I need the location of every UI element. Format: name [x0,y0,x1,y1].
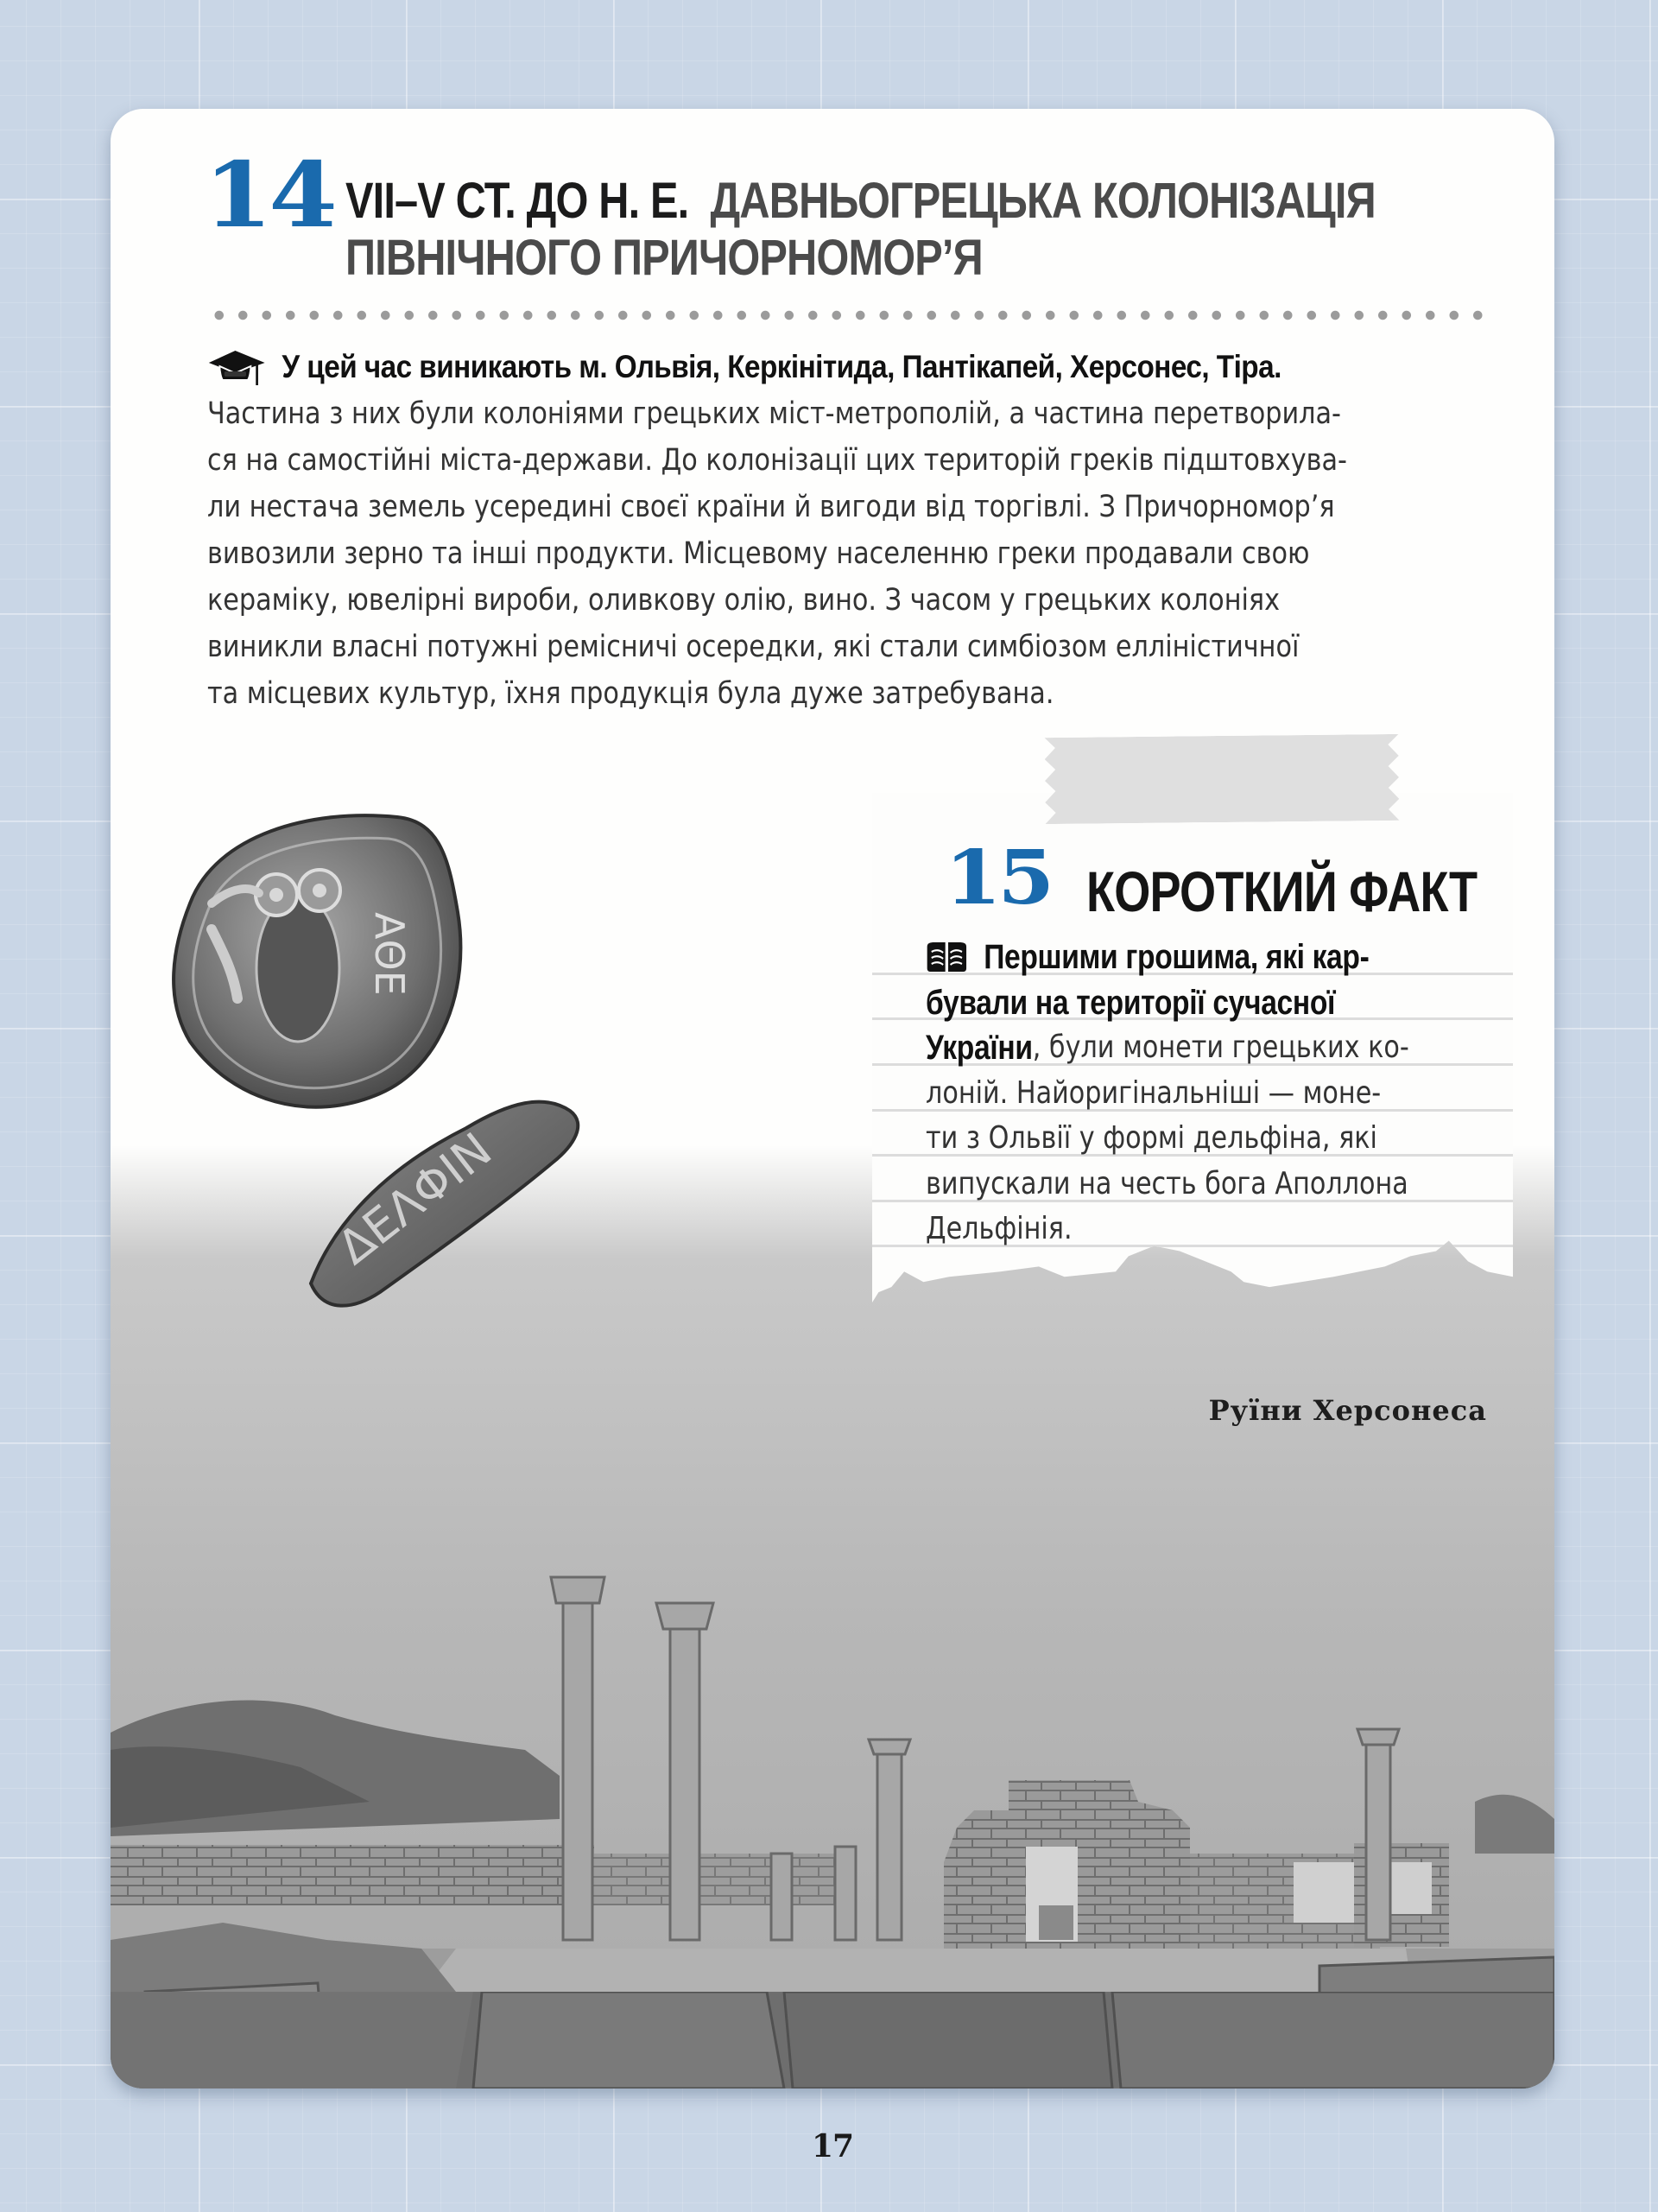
graduation-cap-icon [207,347,268,387]
fact-bold-text: бували на території сучасної [926,983,1336,1022]
fact-line [926,1071,1554,1117]
fact-regular-text: ти з Ольвії у формі дельфіна, які [926,1120,1377,1156]
body-line: ся на самостійні міста-держави. До колонізації цих територій греків підштовхува- [207,443,1347,478]
intro-lead-text: У цей час виникають м. Ольвія, Керкінітида, Пантікапей, Херсонес, Тіра. [282,349,1281,384]
fact-line [926,1116,1554,1162]
photo-caption: Руїни Херсонеса [1208,1394,1487,1427]
fact-line [926,1162,1554,1207]
section-title [345,173,1554,287]
body-line: виникли власні потужні ремісничі осередки, які стали симбіозом елліністичної [207,630,1300,664]
fact-bold-text: Першими грошима, які кар- [984,938,1370,976]
page-card [111,109,1554,2088]
open-book-icon [926,941,968,973]
section-number-15: 15 [945,834,1051,922]
section-date: VII–V СТ. ДО Н. Е. [345,173,689,229]
body-line: кераміку, ювелірні вироби, оливкову олію, вино. З часом у грецьких колоніях [207,583,1281,618]
fact-bold-text: України [926,1029,1033,1067]
fact-regular-text: , були монети грецьких ко- [1032,1030,1409,1065]
fact-line [926,980,1554,1026]
fact-line [926,935,1554,980]
body-line: та місцевих культур, їхня продукція була дуже затребувана. [207,676,1054,711]
body-line: вивозили зерно та інші продукти. Місцевому населенню греки продавали свою [207,536,1310,571]
svg-text:ΔΕΛΦΙΝ: ΔΕΛΦΙΝ [327,1122,502,1276]
fact-line [926,1025,1554,1071]
title-line-1: ДАВНЬОГРЕЦЬКА КОЛОНІЗАЦІЯ [710,173,1376,229]
fact-regular-text: лоній. Найоригінальніші — моне- [926,1074,1382,1111]
fact-line [926,1207,1554,1252]
title-line-2: ПІВНІЧНОГО ПРИЧОРНОМОР’Я [345,230,983,286]
fact-text [926,935,1554,1252]
intro-text [207,344,1485,717]
section-number-14: 14 [204,142,334,248]
ruins-foreground [111,1992,1554,2088]
page-number: 17 [812,2128,854,2164]
short-fact-note [872,793,1513,1308]
fact-title: КОРОТКИЙ ФАКТ [1086,859,1478,923]
fact-regular-text: Дельфінія. [926,1211,1073,1246]
body-line: Частина з них були колоніями грецьких міст-метрополій, а частина перетворила- [207,396,1341,431]
dotted-divider [207,309,1485,321]
intro-body [207,390,1552,717]
tape-strip [1044,734,1399,824]
body-line: ли нестача земель усередині своєї країни й вигоди від торгівлі. З Причорномор’я [207,490,1335,524]
ancient-coins-photo [138,783,760,1353]
fact-regular-text: випускали на честь бога Аполлона [926,1165,1408,1201]
svg-text:ΑΘΕ: ΑΘΕ [366,912,413,996]
intro-lead [207,344,1357,390]
